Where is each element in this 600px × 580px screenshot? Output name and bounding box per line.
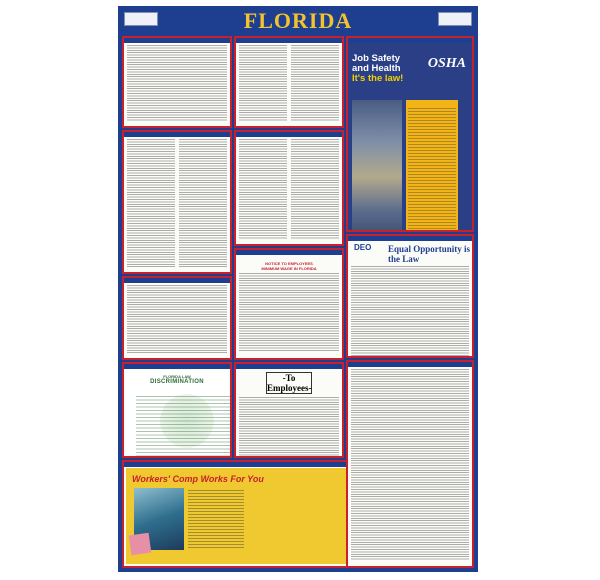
discrimination-line1: FLORIDA LAW xyxy=(163,374,191,379)
minimum-wage-panel xyxy=(234,248,344,360)
sticky-note xyxy=(129,533,152,556)
panel-header xyxy=(236,38,342,43)
osha-line2: and Health xyxy=(352,63,401,74)
panel-text xyxy=(127,139,227,267)
panel-header xyxy=(348,362,472,367)
panel-header xyxy=(124,462,350,467)
workers-comp-panel xyxy=(122,460,352,568)
discrimination-notice xyxy=(126,370,228,454)
workers-comp-title: Workers' Comp Works For You xyxy=(132,474,264,484)
notice-panel-5 xyxy=(234,130,344,246)
equal-opportunity-panel xyxy=(346,234,474,358)
panel-header xyxy=(236,250,342,255)
panel-text xyxy=(351,266,469,358)
osha-panel xyxy=(346,36,474,232)
panel-text xyxy=(351,369,469,561)
osha-line1: Job Safety xyxy=(352,53,401,64)
panel-text xyxy=(239,45,339,121)
header-info-box-right xyxy=(438,12,472,26)
notice-panel-1 xyxy=(122,36,232,128)
panel-header xyxy=(124,278,230,283)
panel-header xyxy=(236,364,342,369)
panel-text xyxy=(127,285,227,353)
osha-text xyxy=(408,108,456,232)
discrimination-panel xyxy=(122,362,232,458)
panel-text xyxy=(239,139,339,239)
osha-photo-strip xyxy=(352,100,402,232)
panel-header xyxy=(236,132,342,137)
minimum-wage-line2: MINIMUM WAGE IN FLORIDA xyxy=(261,266,317,271)
discrimination-line2: DISCRIMINATION xyxy=(150,379,204,385)
panel-header xyxy=(124,132,230,137)
equal-opportunity-title: Equal Opportunity is the Law xyxy=(388,244,471,264)
panel-header xyxy=(124,364,230,369)
panel-text xyxy=(239,273,339,351)
employees-panel xyxy=(234,362,344,458)
deo-logo: DEO xyxy=(354,243,372,252)
discrimination-text xyxy=(136,396,232,458)
poster-header xyxy=(118,6,478,34)
osha-logo: OSHA xyxy=(427,56,466,71)
panel-text xyxy=(239,397,339,458)
labor-law-poster xyxy=(118,6,478,572)
notice-panel-4 xyxy=(234,36,344,128)
notice-panel-2 xyxy=(122,130,232,274)
child-labor-panel xyxy=(346,360,474,568)
minimum-wage-notice-title xyxy=(236,261,342,271)
workers-comp-text xyxy=(188,490,244,550)
minimum-wage-line1: NOTICE TO EMPLOYEES xyxy=(265,261,313,266)
panel-header xyxy=(124,38,230,43)
panel-text xyxy=(127,45,227,121)
osha-line3: It's the law! xyxy=(352,73,404,84)
notice-panel-3 xyxy=(122,276,232,360)
poster-title: FLORIDA xyxy=(243,8,353,33)
panel-header xyxy=(348,236,472,241)
panel-header xyxy=(348,38,472,43)
workers-comp-notice xyxy=(126,468,348,564)
to-employees-title: -To Employees- xyxy=(267,373,312,393)
osha-headline xyxy=(352,54,403,84)
